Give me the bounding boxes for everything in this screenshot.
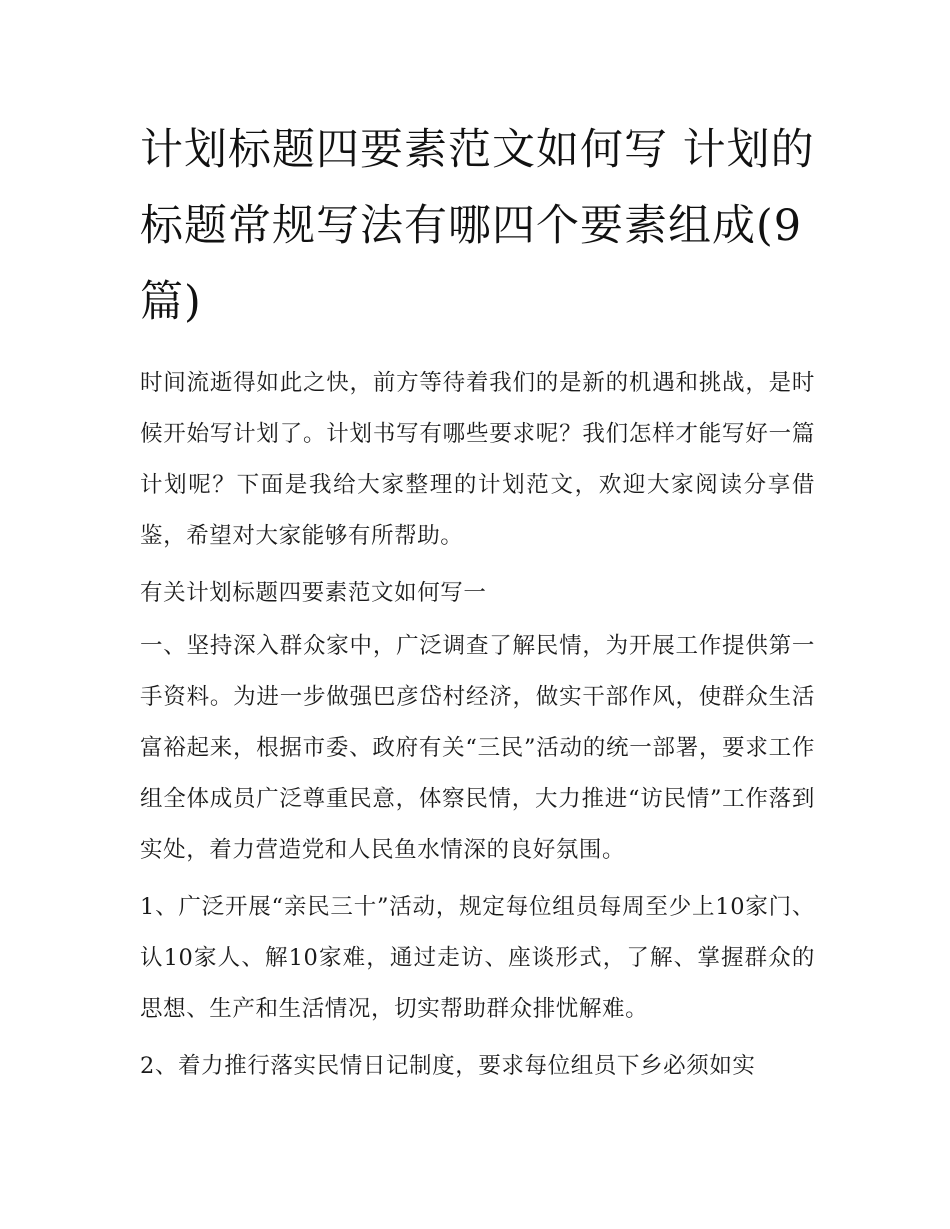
body-paragraph: 2、着力推行落实民情日记制度，要求每位组员下乡必须如实 [140,1053,756,1079]
section-heading: 有关计划标题四要素范文如何写一 [140,580,487,606]
intro-paragraph: 时间流逝得如此之快，前方等待着我们的是新的机遇和挑战，是时候开始写计划了。计划书写有哪些要求呢？我们怎样才能写好一篇计划呢？下面是我给大家整理的计划范文，欢迎大家阅读分享借鉴，希望对大家能够有所帮助。 [140,370,815,549]
document-title: 计划标题四要素范文如何写 计划的标题常规写法有哪四个要素组成(9篇) [140,125,815,327]
body-paragraph: 一、坚持深入群众家中，广泛调查了解民情，为开展工作提供第一手资料。为进一步做强巴彦岱村经济，做实干部作风，使群众生活富裕起来，根据市委、政府有关“三民”活动的统一部署，要求工作组全体成员广泛尊重民意，体察民情，大力推进“访民情”工作落到实处，着力营造党和人民鱼水情深的良好氛围。 [140,633,815,863]
document-body [140,112,815,1098]
body-paragraph: 1、广泛开展“亲民三十”活动，规定每位组员每周至少上10家门、认10家人、解10家难，通过走访、座谈形式，了解、掌握群众的思想、生产和生活情况，切实帮助群众排忧解难。 [140,894,815,1022]
